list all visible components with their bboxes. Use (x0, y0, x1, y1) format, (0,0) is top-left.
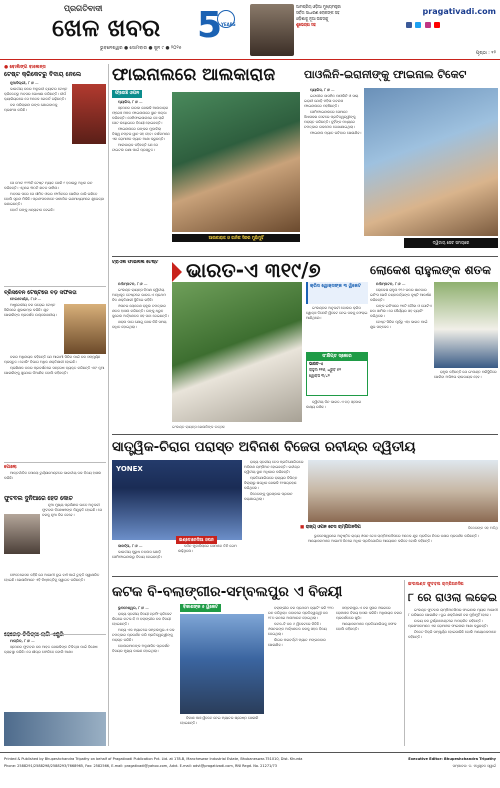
coach-photo (4, 514, 40, 554)
lower-story-2: କଠିନ ମୁକାବିଲାରେ ସେମାନେ ତିନି ଗେମ ଲଢ଼ିଥିଲେ। (178, 544, 237, 553)
top-story: ପ୍ୟାରିସ, ୮।୬ — ସ୍ପେନର ତାରକା ଖେଳାଳି ଆଲକାରାଜ ଫ୍ରେଞ୍ଚ ଓପନ ଫାଇନାଲରେ ସ୍ଥାନ ପକ୍କା କରିଛନ୍ତି। ସେମିଫାଇନାଲରେ ସେ ଚାରି ସେଟ ଲଢ଼େଇରେ ବିଜୟୀ ହୋଇଛନ୍ତି। ଫାଇନାଲରେ ତାଙ୍କର ମୁକାବିଲା ବିଶ୍ୱ ନମ୍ବର ୱାନ ସହ ହେବ। ଦର୍ଶକମାନେ ଏକ ରୋମାଞ୍ଚକ ମ୍ୟାଚ ଆଶା କରୁଛନ୍ତି। ଆଲକାରାଜ କହିଛନ୍ତି ଯେ ସେ ଟାଇଟଲ ରକ୍ଷା ପାଇଁ ପ୍ରସ୍ତୁତ। (112, 100, 170, 152)
top-tag: ଫ୍ରେଞ୍ଚ ଓପନ (112, 90, 182, 98)
anniversary-label: YEARS (221, 22, 236, 27)
bottom-photo-tag: ବିକାଶଙ୍କ ୫ ୱିକେଟ (180, 604, 260, 612)
left-story-1: ନୂଆଦିଲ୍ଲୀ, ୮।୬ — ଭାରତୀୟ ଦଳର ଅନୁଭବୀ ବ୍ୟାଟର ଟେଷ୍ଟ କ୍ରିକେଟରୁ ଅବସର ଘୋଷଣା କରିଛନ୍ତି। ଦୀର୍ଘ କ୍ୟାରିୟରରେ ସେ ଅନେକ ରେକର୍ଡ ଗଢ଼ିଛନ୍ତି। ଦଳ ପରିଚାଳନା ତାଙ୍କ ଯୋଗଦାନକୁ ପ୍ରଶଂସା କରିଛି। (4, 81, 68, 112)
lower-right-tag: ■ ରାଜ୍ୟ ଓପନ ଚେସ ଚାମ୍ପିଅନସିପ (300, 525, 361, 530)
bottom-right-headline: ୮ ରେ ରାଓଲା ଲଢେଇ (408, 591, 498, 604)
lower-story: ଜାକର୍ତ୍ତା, ୮।୬ — ଭାରତୀୟ ପୁରୁଷ ଡବଲସ ଯୋଡ଼ି ସେମିଫାଇନାଲରୁ ବିଦାୟ ନେଇଛନ୍ତି। (112, 544, 163, 559)
middle-story-3: ଦ୍ୱିତୀୟ ଦିନ ଭାରତ-ଏ ବଡ଼ ସ୍କୋର ଲକ୍ଷ୍ୟ ରଖିବ। (306, 400, 362, 409)
left-player-photo (72, 84, 106, 144)
middle-right-photo (434, 282, 498, 368)
footer-editor: Executive Editor: Bhupeshchandra Tripathy (408, 757, 496, 761)
lower-story-3: ରାଜ୍ୟ ସ୍ତରୀୟ ଚେସ ପ୍ରତିଯୋଗିତାରେ ଅବିନାଶ ଚାମ୍ପିଅନ ହୋଇଛନ୍ତି। ରବୀନ୍ଦ୍ର ଦ୍ୱିତୀୟ ସ୍ଥାନ ଅଧିକାର କରିଛନ୍ତି। ପ୍ରତିଯୋଗିତାରେ ରାଜ୍ୟର ବିଭିନ୍ନ ଜିଲ୍ଲାରୁ ଶତାଧିକ ଖେଳାଳି ଅଂଶଗ୍ରହଣ କରିଥିଲେ। ବିଜେତାଙ୍କୁ ପୁରସ୍କାର ପ୍ରଦାନ କରାଯାଇଥିଲା। (244, 460, 304, 501)
left-story-3-headline: ଫୁଟବଲ ଦୁନିଆରେ ହେଡ କୋଚ (4, 496, 73, 502)
middle-photo-caption: ଇଂଲଣ୍ଡ ଲାୟନ୍ସ ଖେଳାଳିଙ୍କ ଉତ୍ସବ (172, 425, 225, 429)
left-headline: ଟେଷ୍ଟ କ୍ରିକେଟରୁ ବିଦାୟ ନେଲେ (4, 71, 82, 78)
scoreboard-title: ସଂକ୍ଷିପ୍ତ ସ୍କୋର (307, 353, 367, 361)
top-headline-left: ଫାଇନାଲରେ ଆଲକାରାଜ (112, 65, 276, 85)
left-kicker: ● ବୋଲିଙ୍ଗ ବାଲେନ୍ସ (4, 65, 46, 70)
ad-highlight: ଶୁଭେଚ୍ଛା ସହ (296, 22, 316, 27)
score-line-2: ରାହୁଲ ୧୧୬, ଧ୍ରୁବ ୫୨ (309, 367, 342, 372)
middle-tag: ଟ୍ରାଏଲ ଫାଇନାଲ ଟେଷ୍ଟ (112, 260, 159, 265)
masthead-date: ଭୁବନେଶ୍ୱର ● ସୋମବାର ● ଜୁନ ୯ ● ୨୦୨୫ (100, 46, 182, 51)
ad-line-1: ଆମପ୍ରିୟ ଓଡ଼ିଆ ମୁଖ୍ୟମନ୍ତ୍ରୀ (296, 4, 341, 9)
ad-line-3: ଓଡ଼ିଶାକୁ ନୂଆ ଉଚ୍ଚତାକୁ (296, 16, 329, 21)
page-number: ପୃଷ୍ଠା : ୧୨ (475, 51, 496, 56)
anniversary-number: 5 (197, 6, 223, 46)
masthead-title: ଖେଳ ଖବର (52, 14, 161, 42)
scoreboard (306, 352, 368, 396)
middle-story: ନର୍ଥାମ୍ପଟନ, ୮।୬ — ଇଂଲଣ୍ଡ ଲାୟନ୍ସ ବିପକ୍ଷ ଦ୍ୱିତୀୟ ଅନଧିକୃତ ଟେଷ୍ଟରେ ଭାରତ-ଏ ପ୍ରଥମ ଦିନ ଶକ୍ତିଶାଳୀ ସ୍ଥିତିରେ ରହିଛି। ଓପନର ଲୋକେଶ ରାହୁଲ ଚମତ୍କାର ଶତକ ହାସଲ କରିଛନ୍ତି। ତାଙ୍କୁ ଧ୍ରୁବ ଜୁରେଲ ଅର୍ଦ୍ଧଶତକ ସହ ସାଥ ଦେଇଛନ୍ତି। ଖରାପ ପାଗ ଯୋଗୁ ଖେଳ କିଛି ସମୟ ବାଧିତ ହୋଇଥିଲା। (112, 282, 169, 329)
left-story-1-cont: ସେ ମୋଟ ୧୨୩ଟି ଟେଷ୍ଟ ମ୍ୟାଚ ଖେଳି ୯ ହଜାରରୁ ଅଧିକ ରନ କରିଛନ୍ତି। ଏଥିରେ ୩୦ଟି ଶତକ ସାମିଲ। ଅବସର ପରେ ସେ ସୀମିତ ଓଭର ଫର୍ମାଟରେ ଖେଳିବା ଜାରି ରଖିବେ ବୋଲି ସୂଚନା ମିଳିଛି। ପ୍ରଶଂସକମାନେ ସାମାଜିକ ଗଣମାଧ୍ୟମରେ ଶୁଭେଚ୍ଛା ଜଣାଇଛନ୍ତି। ବୋର୍ଡ ତାଙ୍କୁ ଧନ୍ୟବାଦ ଦେଇଛି। (4, 181, 105, 212)
instagram-icon (425, 22, 431, 28)
site-name: pragativadi.com (422, 7, 496, 16)
score-line-3: ୱୋକ୍ସ ୩/୪୨ (309, 373, 330, 378)
middle-photo-cricket (172, 282, 302, 422)
left-story-2-cont: ଦଳର ଅଧିନାୟକ କହିଛନ୍ତି ଯେ ଆଗାମୀ ସିରିଜ ପାଇଁ ଦଳ ସମ୍ପୂର୍ଣ୍ଣ ପ୍ରସ୍ତୁତ। ବୋଲିଂ ବିଭାଗ ଅଧିକ ଶକ୍ତିଶାଳୀ ହୋଇଛି। ପ୍ରଶିକ୍ଷକ ଦଳର ପ୍ରଦର୍ଶନରେ ସନ୍ତୋଷ ବ୍ୟକ୍ତ କରିଛନ୍ତି ଏବଂ ନୂଆ ଖେଳାଳିଙ୍କୁ ସୁଯୋଗ ଦିଆଯିବ ବୋଲି କହିଛନ୍ତି। (4, 355, 105, 375)
top-photo-caption: ଆଲକାରାଜ ଓ ଜାନିକ ସିନର ମୁହାଁମୁହିଁ (172, 234, 300, 242)
top-right-photo (364, 88, 498, 236)
left-story-2: ମେଲବୋର୍ଣ୍ଣ, ୮।୬ — ଅଷ୍ଟ୍ରେଲୀୟ ଦଳ ଘରୋଇ ଟେଷ୍ଟ ସିରିଜରେ ଶୁଭାରମ୍ଭ କରିଛି। ଯୁବ ଖେଳାଳିଙ୍କ ପ୍ରଦର୍ଶନ ଉଲ୍ଲେଖନୀୟ। (4, 297, 57, 317)
top-photo-alcaraz (172, 92, 300, 232)
lower-photo-caption: ବିଜେତାଙ୍କ ସହ ଅତିଥି (467, 526, 498, 530)
middle-headline-score: ଭାରତ-ଏ ୩୧୯/୭ (186, 258, 321, 282)
left-player-3-photo (4, 712, 106, 746)
footer-editor-sub: ସମ୍ପାଦକ: ଡ. ମଧୁସୂଦନ ସ୍ୱାଇଁ (452, 764, 496, 768)
leader-photo (250, 4, 294, 56)
yonex-banner: YONEX (116, 465, 143, 473)
masthead-ad (296, 4, 392, 56)
footer (0, 752, 500, 788)
social-icons (406, 22, 496, 30)
middle-headline-right: ଲୋକେଶ ରାହୁଲଙ୍କ ଶତକ (370, 263, 491, 277)
footer-line-1: Printed & Published by Bhupeshchandra Tripathy on behalf of Pragativadi Publication Pvt. Ltd. at 178-B, Mancheswar Industrial Estate, Bhubaneswar-751010, Dist. Khurda (4, 757, 303, 761)
twitter-icon (415, 22, 421, 28)
masthead (0, 0, 500, 60)
ad-line-2: ସର୍ବଦା ସାଧାରଣ ଲୋକଙ୍କ ସହ (296, 10, 340, 15)
lower-headline: ସାତ୍ତ୍ୱିକ-ଚିରାଗ ପରାସ୍ତ ଅବିନାଶ ବିଜେତା ରବୀନ୍ଦ୍ର ଦ୍ୱିତୀୟ (112, 439, 416, 455)
bottom-story-3: ବଲାଙ୍ଗୀର ଦଳ ପ୍ରଥମେ ବ୍ୟାଟିଂ କରି ୨୧୦ ରନ କରିଥିଲା। ଜବାବରେ ପ୍ରତିଦ୍ୱନ୍ଦ୍ୱୀ ଦଳ ୧୮୦ ରନରେ ଅଲଆଉଟ ହୋଇଥିଲା। କଟକ-ବି ଦଳ ୬ ୱିକେଟରେ ଜିତିଛି। ଓପନରଙ୍କ ଅର୍ଦ୍ଧଶତକ ଦଳକୁ ସହଜ ବିଜୟ ଦେଇଥିଲା। ଲିଗର ପରବର୍ତ୍ତୀ ମ୍ୟାଚ ମଙ୍ଗଳବାର ଖେଳାଯିବ। (268, 606, 334, 647)
left-story-3: ନୂଆ ମୁଖ୍ୟ ପ୍ରଶିକ୍ଷକ ଭାବେ ଅନୁଭବୀ ଫୁଟବଲ ବିଶେଷଜ୍ଞଙ୍କ ନିଯୁକ୍ତି ହୋଇଛି। ସେ ଦଳକୁ ନୂଆ ଦିଗ ଦେବେ। (42, 503, 102, 517)
bottom-story-2: ବିକାଶ ପାଞ୍ଚ ୱିକେଟ ନେଇ ମ୍ୟାଚର ଶ୍ରେଷ୍ଠ ଖେଳାଳି ହୋଇଛନ୍ତି। (180, 716, 259, 725)
lower-photo-chess (308, 460, 498, 522)
footer-line-2: Phone: 2588291/2588298/2588293/7668965, Fax: 2582566, E-mail: pragativadi@yahoo.com, Advt. E-mail: advt@pragativadi.com, RNI Regd. No. 21271/73 (4, 764, 277, 768)
anniversary-seal-icon (217, 10, 235, 28)
middle-right-story: ନର୍ଥାମ୍ପଟନ, ୮।୬ — ଲୋକେଶ ରାହୁଲ ୧୧୬ ରନର ଶାନଦାର ଇନିଂସ ଖେଳି ଚୟନକର୍ତ୍ତାଙ୍କ ଦୃଷ୍ଟି ଆକର୍ଷଣ କରିଛନ୍ତି। ତାଙ୍କ ଇନିଂସରେ ୧୫ଟି ଚୌକା ଓ ଗୋଟିଏ ଛକା ସାମିଲ। ସେ ଧୈର୍ଯ୍ୟର ସହ ବ୍ୟାଟିଂ କରିଥିଲେ। ଟେଷ୍ଟ ସିରିଜ ପୂର୍ବରୁ ଏହା ଭାରତ ପାଇଁ ଶୁଭ ସଙ୍କେତ। (370, 282, 432, 329)
left-story-3-intro: ଆନ୍ତର୍ଜାତିକ ପୋଲୋ ଟୁର୍ଣ୍ଣାମେଣ୍ଟରେ ଭାରତୀୟ ଦଳ ବିଜୟ ହାସଲ କରିଛି। (4, 471, 102, 480)
bottom-right-kicker: ଇଂଗଲଣ୍ଡ ଫୁଟବଲ ଚାମ୍ପିଅନସିପ (408, 581, 464, 586)
anniversary-badge (195, 6, 243, 50)
lower-right-story: ଭୁବନେଶ୍ୱରରେ ଅନୁଷ୍ଠିତ ରାଜ୍ୟ ଓପନ ଚେସ ଚାମ୍ପିଅନସିପରେ ଅନେକ ଯୁବ ପ୍ରତିଭା ନିଜର ଦକ୍ଷତା ପ୍ରଦର୍ଶନ କରିଛନ୍ତି। ଆୟୋଜକମାନେ ଆଗାମୀ ଦିନରେ ଅଧିକ ପ୍ରତିଯୋଗିତା ଆୟୋଜନ କରିବେ ବୋଲି କହିଛନ୍ତି। (308, 534, 479, 543)
left-story-3-cont: ଫେଡେରେସନ କହିଛି ଯେ ଆଗାମୀ ଦୁଇ ବର୍ଷ ପାଇଁ ଚୁକ୍ତି ସ୍ୱାକ୍ଷରିତ ହୋଇଛି। ଖେଳାଳିମାନେ ଏହି ନିଷ୍ପତ୍ତିକୁ ସ୍ୱାଗତ କରିଛନ୍ତି। (4, 573, 100, 582)
bullet-icon: ● (4, 65, 10, 70)
left-column (4, 64, 106, 746)
bottom-headline: କଟକ ବି-ବଲାଙ୍ଗୀର-ସମ୍ବଲପୁର ଏ ବିଜୟୀ (112, 584, 343, 600)
bottom-right-story: ଇଂଲଣ୍ଡ ଫୁଟବଲ ଚାମ୍ପିଅନସିପର ଫାଇନାଲ ମ୍ୟାଚ ଆଗାମୀ ୮ ତାରିଖରେ ଖେଳାଯିବ। ଦୁଇ ଶକ୍ତିଶାଳୀ ଦଳ ମୁହାଁମୁହିଁ ହେବେ। ଉଭୟ ଦଳ ଟୁର୍ଣ୍ଣାମେଣ୍ଟରେ ଅପରାଜିତ ରହିଛନ୍ତି। ପ୍ରଶଂସକମାନେ ଏକ ରୋମାଞ୍ଚକ ଫାଇନାଲ ଆଶା କରୁଛନ୍ତି। ଟିକେଟ ବିକ୍ରି ସମ୍ପୂର୍ଣ୍ଣ ହୋଇସାରିଛି ବୋଲି ଆୟୋଜକମାନେ କହିଛନ୍ତି। (408, 608, 498, 639)
bottom-photo-player (180, 614, 264, 714)
middle-story-2: ଇଂଲଣ୍ଡର ଅନୁଭବୀ ବୋଲର କ୍ରିସ ୱୋକ୍ସ ତିନୋଟି ୱିକେଟ ନେଇ ଦଳକୁ ଫେରାଇ ଆଣିଥିଲେ। (306, 306, 368, 320)
top-right-story: ପ୍ୟାରିସ, ୮।୬ — ଇଟାଲୀର ଜାସମିନ ପାଓଲିନି ଓ ସାରା ଇରାନୀ ଯୋଡ଼ି ମହିଳା ଡବଲସ ଫାଇନାଲରେ ପହଞ୍ଚିଛନ୍ତି। ସେମିଫାଇନାଲରେ ସେମାନେ ସିଧାସଳଖ ସେଟରେ ପ୍ରତିଦ୍ୱନ୍ଦ୍ୱୀଙ୍କୁ ପରାସ୍ତ କରିଛନ୍ତି। ଦୁହିଁଙ୍କ ମଧ୍ୟରେ ଚମତ୍କାର ତାଳମେଳ ଦେଖାଯାଇଥିଲା। ଫାଇନାଲ ମ୍ୟାଚ ରବିବାର ଖେଳାଯିବ। (304, 88, 362, 135)
left-player-2-photo (64, 304, 106, 354)
facebook-icon (406, 22, 412, 28)
bottom-story-4: ସମ୍ବଲପୁର-ଏ ଦଳ ସୁପର ଓଭରରେ ରୋମାଞ୍ଚକ ବିଜୟ ହାସଲ କରିଛି। ଅଧିନାୟକ ଦଳର ପ୍ରଦର୍ଶନରେ ଖୁସି। ଆୟୋଜକମାନେ ପ୍ରତିଯୋଗିତାକୁ ସଫଳ ବୋଲି କହିଛନ୍ତି। (336, 606, 402, 631)
top-right-caption: ଦ୍ୱିତୀୟ ସେଟ ସମୟରେ (404, 238, 498, 248)
masthead-brand: ପ୍ରଗତିବାଦୀ (64, 4, 103, 13)
youtube-icon (434, 22, 440, 28)
middle-subtag: କ୍ରିସ ୱୋକ୍ସଙ୍କ ୩ ୱିକେଟ (306, 282, 368, 304)
lower-photo-badminton (112, 460, 242, 540)
left-story-2-headline: ବ୍ରିସବେନ ଟେଷ୍ଟରେ ବଡ଼ ସଫଳତା (4, 290, 77, 296)
top-story-2 (172, 244, 300, 254)
bullet-icon: ■ (300, 525, 306, 530)
bottom-story: ଭୁବନେଶ୍ୱର, ୮।୬ — ରାଜ୍ୟ ସ୍ତରୀୟ ବିଜୟୀ ଟ୍ରଫି କ୍ରିକେଟ ଲିଗରେ କଟକ-ବି ଓ ବଲାଙ୍ଗୀର ଦଳ ବିଜୟୀ ହୋଇଛନ୍ତି। ଅନ୍ୟ ଏକ ମ୍ୟାଚରେ ସମ୍ବଲପୁର-ଏ ଦଳ ଚମତ୍କାର ପ୍ରଦର୍ଶନ କରି ପ୍ରତିଦ୍ୱନ୍ଦ୍ୱୀଙ୍କୁ ପରାସ୍ତ କରିଛି। ବୋଲରମାନଙ୍କ ଅନୁଶାସିତ ପ୍ରଦର୍ଶନ ବିଜୟର ମୁଖ୍ୟ କାରଣ ହୋଇଥିଲା। (112, 606, 175, 653)
middle-arrow-icon (172, 262, 182, 282)
middle-right-story-2: ରାହୁଲ କହିଛନ୍ତି ଯେ ଇଂଲଣ୍ଡ ପରିସ୍ଥିତିରେ ଖେଳିବା ଅଭିଜ୍ଞତା ଲାଭଦାୟକ ହେବ। (434, 370, 497, 379)
left-story-3-kicker: ପୋଲୋ (4, 465, 17, 470)
left-story-4-headline: ହେରେଡ଼ ଚିକିତ୍ସା ଲାଗି ଏଣ୍ଟ୍ରି (4, 632, 64, 638)
score-line-1: ଭାରତ-ଏ (309, 361, 323, 366)
top-headline-right: ପାଓଲିନି-ଇରାନୀଙ୍କୁ ଫାଇନାଲ ଟିକେଟ (304, 68, 467, 81)
left-story-4: ମାଡ୍ରିଡ, ୮।୬ — ସ୍ପେନର ଫୁଟବଲ ଦଳ ଆହତ ଖେଳାଳିଙ୍କ ଚିକିତ୍ସା ପାଇଁ ବିଶେଷ ବ୍ୟବସ୍ଥା କରିଛି। ସେ ଶୀଘ୍ର ଫେରିବେ ବୋଲି ଆଶା। (4, 639, 98, 654)
lower-tag: ଇଣ୍ଡୋନେସିଆ ଓପନ (176, 536, 246, 544)
